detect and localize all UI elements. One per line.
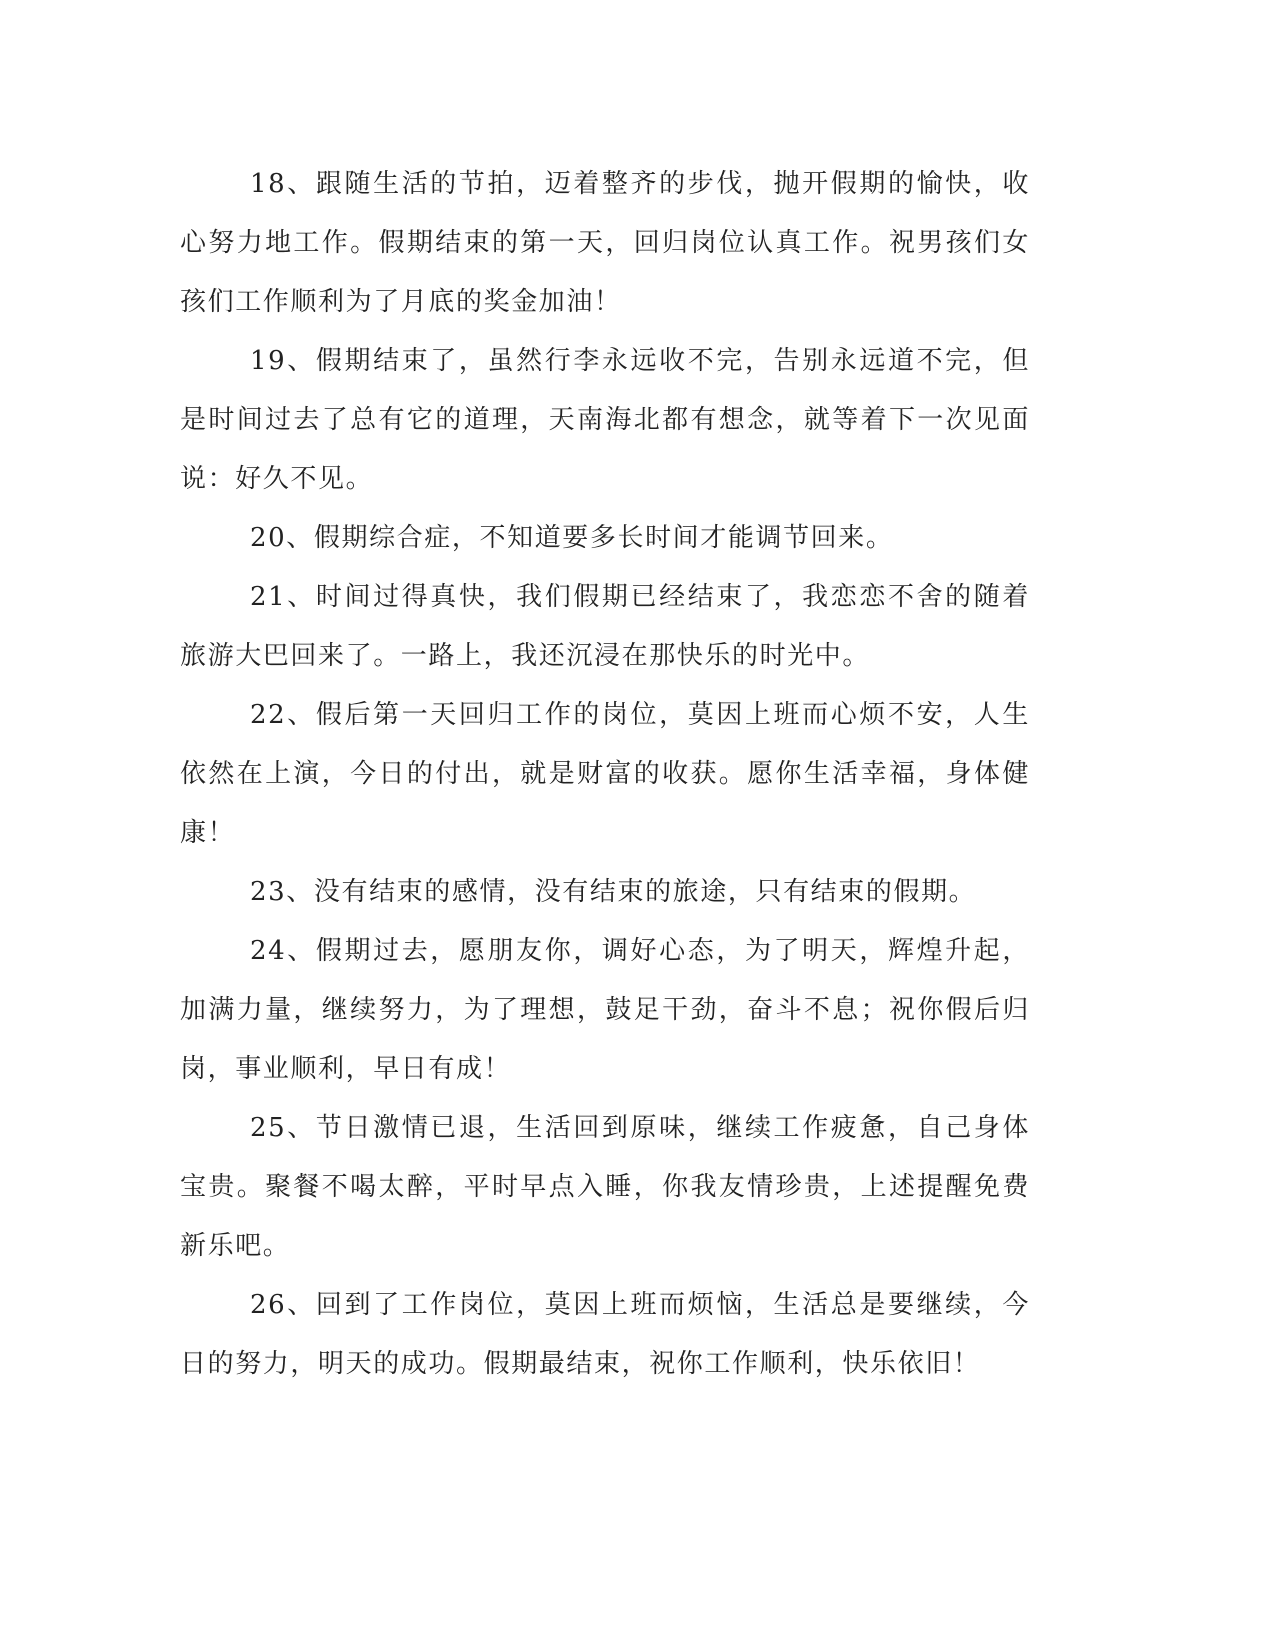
paragraph-23: 23、没有结束的感情，没有结束的旅途，只有结束的假期。	[250, 877, 977, 907]
paragraph-24: 24、假期过去，愿朋友你，调好心态，为了明天，辉煌升起，加满力量，继续努力，为了理想，鼓足干劲，奋斗不息；祝你假后归岗，事业顺利，早日有成！	[180, 936, 1030, 1084]
paragraph-20: 20、假期综合症，不知道要多长时间才能调节回来。	[250, 523, 894, 553]
paragraph-26: 26、回到了工作岗位，莫因上班而烦恼，生活总是要继续，今日的努力，明天的成功。假期最结束，祝你工作顺利，快乐依旧！	[180, 1290, 1030, 1379]
paragraph-21: 21、时间过得真快，我们假期已经结束了，我恋恋不舍的随着旅游大巴回来了。一路上，我还沉浸在那快乐的时光中。	[180, 582, 1030, 671]
paragraph-22: 22、假后第一天回归工作的岗位，莫因上班而心烦不安，人生依然在上演，今日的付出，就是财富的收获。愿你生活幸福，身体健康！	[180, 700, 1030, 848]
paragraph-25: 25、节日激情已退，生活回到原味，继续工作疲惫，自己身体宝贵。聚餐不喝太醉，平时早点入睡，你我友情珍贵，上述提醒免费新乐吧。	[180, 1113, 1030, 1261]
document-body	[180, 155, 1030, 1394]
paragraph-18: 18、跟随生活的节拍，迈着整齐的步伐，抛开假期的愉快，收心努力地工作。假期结束的第一天，回归岗位认真工作。祝男孩们女孩们工作顺利为了月底的奖金加油！	[180, 169, 1030, 317]
paragraph-19: 19、假期结束了，虽然行李永远收不完，告别永远道不完，但是时间过去了总有它的道理，天南海北都有想念，就等着下一次见面说：好久不见。	[180, 346, 1030, 494]
